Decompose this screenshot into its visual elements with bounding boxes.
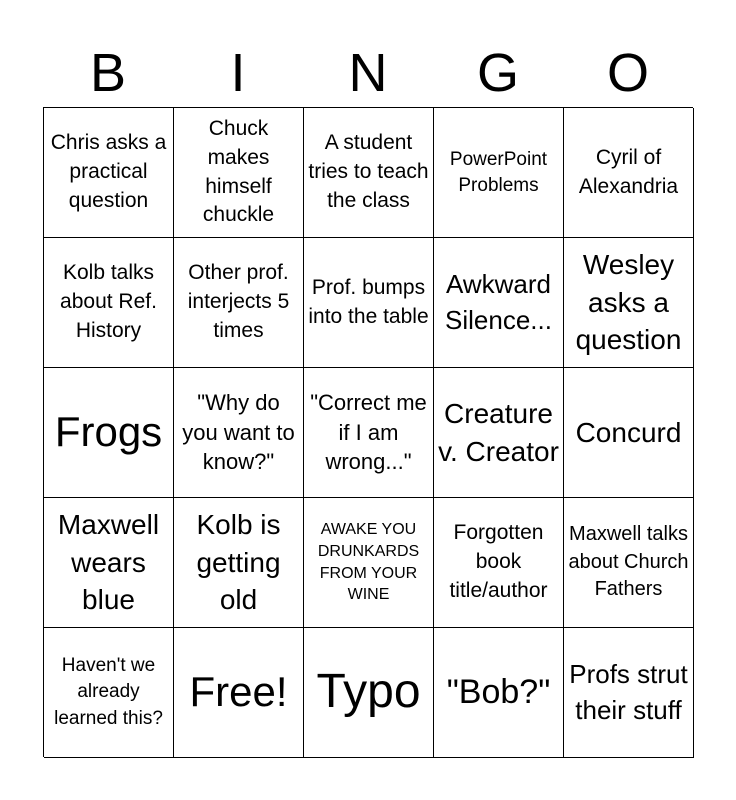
bingo-cell[interactable]: Frogs (44, 368, 174, 498)
bingo-cell[interactable]: Profs strut their stuff (564, 628, 694, 758)
bingo-cell[interactable]: Maxwell wears blue (44, 498, 174, 628)
header-letter-o: O (606, 43, 649, 103)
bingo-cell[interactable]: Concurd (564, 368, 694, 498)
bingo-cell[interactable]: Wesley asks a question (564, 238, 694, 368)
bingo-cell[interactable]: Haven't we already learned this? (44, 628, 174, 758)
header-letter-i: I (230, 43, 246, 103)
bingo-cell[interactable]: Chuck makes himself chuckle (174, 108, 304, 238)
bingo-cell[interactable]: Cyril of Alexandria (564, 108, 694, 238)
bingo-cell[interactable]: Free! (174, 628, 304, 758)
bingo-cell[interactable]: Forgotten book title/author (434, 498, 564, 628)
bingo-cell[interactable]: "Bob?" (434, 628, 564, 758)
bingo-header (43, 38, 693, 108)
bingo-cell[interactable]: Other prof. interjects 5 times (174, 238, 304, 368)
bingo-cell[interactable]: A student tries to teach the class (304, 108, 434, 238)
bingo-cell[interactable]: Maxwell talks about Church Fathers (564, 498, 694, 628)
bingo-board (43, 107, 693, 757)
bingo-cell[interactable]: "Correct me if I am wrong..." (304, 368, 434, 498)
bingo-cell[interactable]: Typo (304, 628, 434, 758)
bingo-cell[interactable]: Creature v. Creator (434, 368, 564, 498)
bingo-cell[interactable]: AWAKE YOU DRUNKARDS FROM YOUR WINE (304, 498, 434, 628)
header-letter-b: B (89, 43, 127, 103)
header-letter-n: N (348, 43, 388, 103)
bingo-cell[interactable]: Awkward Silence... (434, 238, 564, 368)
header-letter-g: G (476, 43, 519, 103)
bingo-cell[interactable]: Chris asks a practical question (44, 108, 174, 238)
bingo-cell[interactable]: Kolb talks about Ref. History (44, 238, 174, 368)
bingo-cell[interactable]: "Why do you want to know?" (174, 368, 304, 498)
bingo-cell[interactable]: Prof. bumps into the table (304, 238, 434, 368)
bingo-cell[interactable]: PowerPoint Problems (434, 108, 564, 238)
bingo-cell[interactable]: Kolb is getting old (174, 498, 304, 628)
